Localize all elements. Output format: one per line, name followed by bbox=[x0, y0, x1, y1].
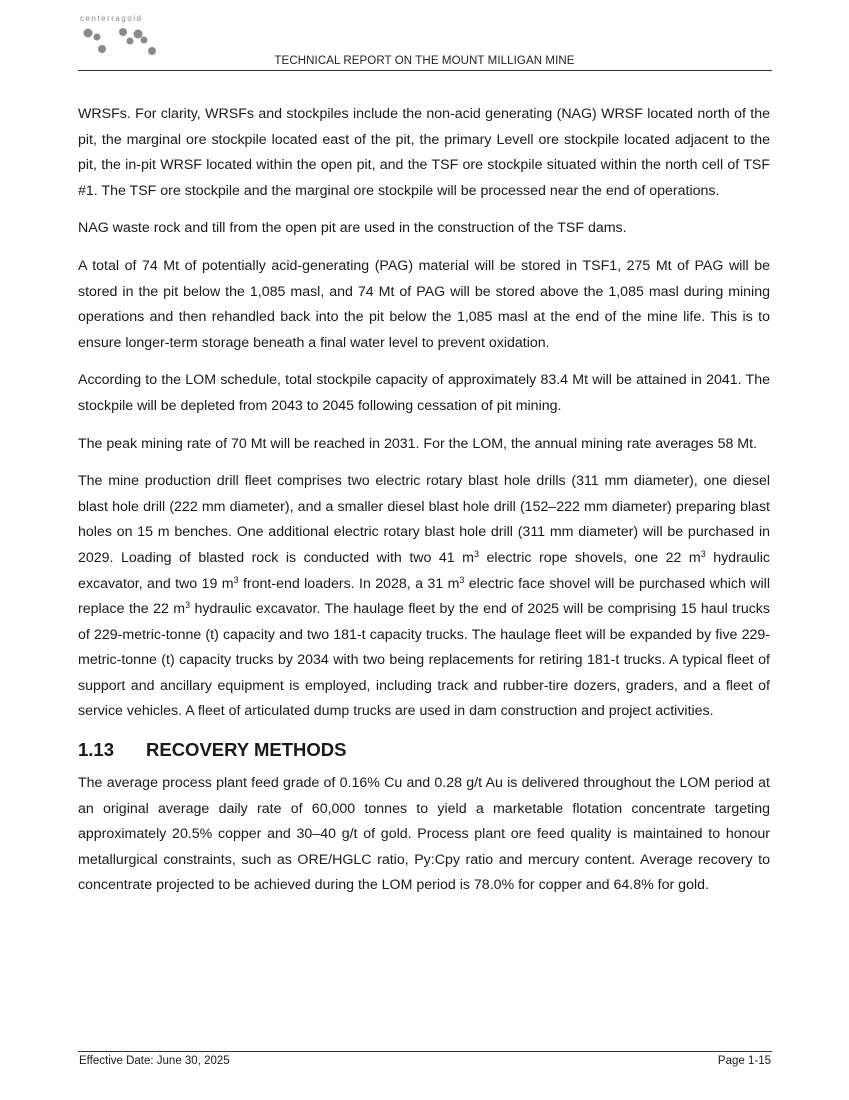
section-number: 1.13 bbox=[78, 739, 115, 761]
paragraph-stockpile: According to the LOM schedule, total stockpile capacity of approximately 83.4 Mt will be attained in 2041. The stockpile will be depleted from 2043 to 2045 following cessation of pit mining. bbox=[78, 372, 770, 414]
page-number: Page 1-15 bbox=[717, 1055, 771, 1067]
logo-text: centerragold bbox=[80, 14, 143, 23]
header-divider bbox=[78, 70, 772, 71]
effective-date: Effective Date: June 30, 2025 bbox=[79, 1055, 230, 1067]
section-heading bbox=[78, 737, 770, 763]
report-title: TECHNICAL REPORT ON THE MOUNT MILLIGAN MINE bbox=[274, 55, 575, 67]
section-title: RECOVERY METHODS bbox=[146, 739, 347, 761]
page-body bbox=[78, 102, 770, 911]
paragraph-wrsf: WRSFs. For clarity, WRSFs and stockpiles include the non-acid generating (NAG) WRSF located north of the pit, the marginal ore stockpile located east of the pit, the primary Levell ore stockpile located adjacent to the pit, the in-pit WRSF located within the open pit, and the TSF ore stockpile situated within the north cell of TSF #1. The TSF ore stockpile and the marginal ore stockpile will be processed near the end of operations. bbox=[78, 106, 770, 199]
paragraph-pag: A total of 74 Mt of potentially acid-generating (PAG) material will be stored in TSF1, 275 Mt of PAG will be stored in the pit below the 1,085 masl, and 74 Mt of PAG will be stored above the 1,085 masl during mining operations and then rehandled back into the pit below the 1,085 masl at the end of the mine life. This is to ensure longer-term storage beneath a final water level to prevent oxidation. bbox=[78, 257, 770, 351]
paragraph-mining-rate: The peak mining rate of 70 Mt will be reached in 2031. For the LOM, the annual mining rate averages 58 Mt. bbox=[78, 435, 758, 452]
paragraph-nag: NAG waste rock and till from the open pit are used in the construction of the TSF dams. bbox=[78, 220, 627, 237]
paragraph-recovery: The average process plant feed grade of 0.16% Cu and 0.28 g/t Au is delivered throughout the LOM period at an original average daily rate of 60,000 tonnes to yield a marketable flotation concentrate targeting approximately 20.5% copper and 30–40 g/t of gold. Process plant ore feed quality is maintained to honour metallurgical constraints, such as ORE/HGLC ratio, Py:Cpy ratio and mercury content. Average recovery to concentrate projected to be achieved during the LOM period is 78.0% for copper and 64.8% for gold. bbox=[78, 775, 770, 894]
footer-divider bbox=[78, 1051, 772, 1052]
paragraph-fleet: The mine production drill fleet comprises two electric rotary blast hole drills (311 mm diameter), one diesel blast hole drill (222 mm diameter), and a smaller diesel blast hole drill (152–222 mm diameter) preparing blast holes on 15 m benches. One additional electric rotary blast hole drill (311 mm diameter) will be purchased in 2029. Loading of blasted rock is conducted with two 41 $m^3$ electric rope shovels, one 22 $m^3$ hydraulic excavator, and two 19 $m^3$ front-end loaders. In 2028, a 31 $m^3$ electric face shovel will be purchased which will replace the 22 $m^3$ hydraulic excavator. The haulage fleet by the end of 2025 will be comprising 15 haul trucks of 229-metric-tonne (t) capacity and two 181-t capacity trucks. The haulage fleet will be expanded by five 229-metric-tonne (t) capacity trucks by 2034 with two being replacements for retiring 181-t trucks. A typical fleet of support and ancillary equipment is employed, including track and rubber-tire dozers, graders, and a fleet of service vehicles. A fleet of articulated dump trucks are used in dam construction and project activities. bbox=[78, 473, 770, 720]
